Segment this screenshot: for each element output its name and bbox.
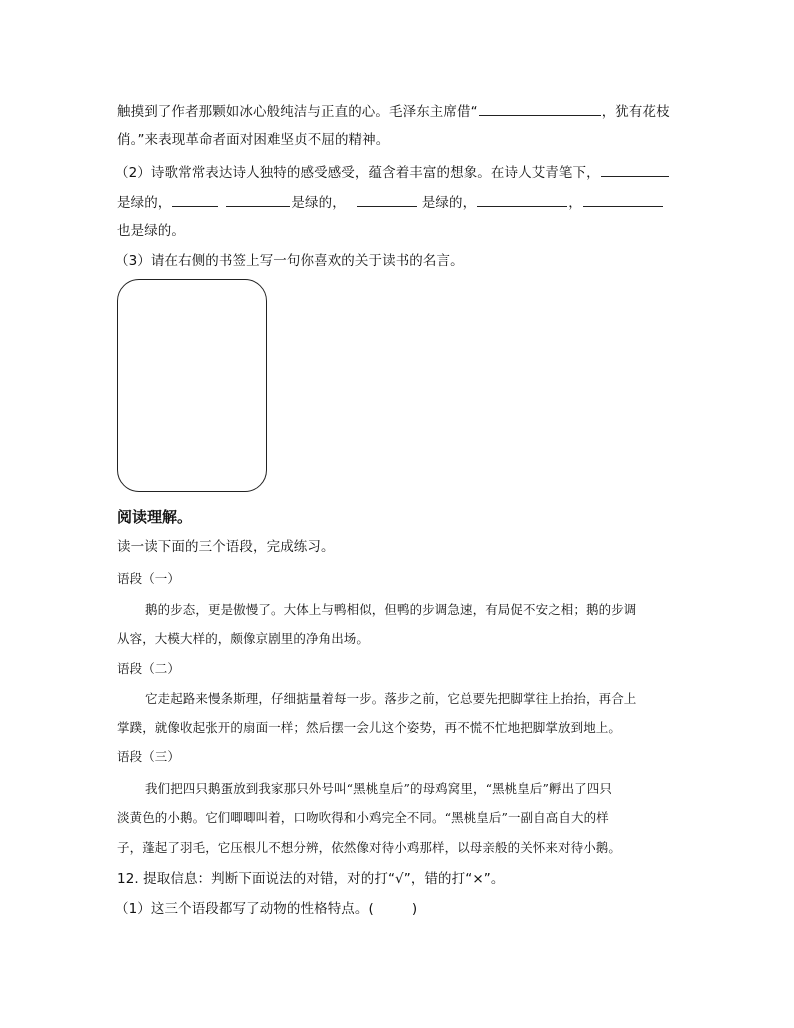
question-12-item-1 (115, 900, 417, 918)
segment-1-label: 语段（一） (117, 571, 181, 586)
question-text: 也是绿的。 (117, 223, 185, 239)
question-text: 是绿的， (291, 195, 346, 211)
poem-line-2 (117, 131, 389, 149)
answer-blank[interactable] (479, 101, 601, 116)
question-3 (115, 252, 464, 270)
answer-blank[interactable] (583, 192, 663, 207)
bookmark-box[interactable] (117, 279, 267, 492)
question-text: ， (568, 195, 582, 211)
question-2-line-3 (117, 222, 185, 240)
question-text: （3）请在右侧的书签上写一句你喜欢的关于读书的名言。 (115, 253, 464, 269)
question-2-line-2 (117, 192, 664, 212)
question-text: 是绿的， (117, 195, 172, 211)
segment-3-line-2: 淡黄色的小鹅。它们唧唧叫着，口吻吹得和小鸡完全不同。“黑桃皇后”一副自高自大的样 (117, 810, 609, 825)
answer-blank[interactable] (601, 162, 669, 177)
answer-blank[interactable] (477, 192, 567, 207)
poem-text: 俏。”来表现革命者面对困难坚贞不屈的精神。 (117, 132, 390, 148)
question-text: 是绿的， (421, 195, 477, 211)
reading-section-title: 阅读理解。 (117, 508, 193, 526)
segment-3-label: 语段（三） (117, 749, 181, 764)
question-text: ) (411, 901, 418, 917)
question-12-stem: 12. 提取信息：判断下面说法的对错，对的打“√”，错的打“×”。 (117, 871, 505, 887)
answer-blank[interactable] (357, 192, 417, 207)
poem-line-1 (117, 101, 670, 121)
segment-1-line-1: 鹅的步态，更是傲慢了。大体上与鸭相似，但鸭的步调急速，有局促不安之相；鹅的步调 (145, 602, 637, 617)
reading-intro: 读一读下面的三个语段，完成练习。 (117, 539, 335, 555)
answer-blank[interactable] (226, 192, 290, 207)
question-2-line-1 (115, 162, 670, 182)
poem-text: 触摸到了作者那颗如冰心般纯洁与正直的心。毛泽东主席借“ (117, 104, 478, 120)
question-text: （2）诗歌常常表达诗人独特的感受感受，蕴含着丰富的想象。在诗人艾青笔下， (115, 165, 600, 181)
segment-2-line-1: 它走起路来慢条斯理，仔细掂量着每一步。落步之前，它总要先把脚掌往上抬抬，再合上 (145, 691, 637, 706)
question-text: （1）这三个语段都写了动物的性格特点。( (115, 901, 374, 917)
segment-2-label: 语段（二） (117, 661, 181, 676)
segment-1-line-2: 从容，大模大样的，颇像京剧里的净角出场。 (117, 631, 370, 646)
poem-text: ，犹有花枝 (601, 104, 670, 120)
segment-2-line-2: 掌蹼，就像收起张开的扇面一样；然后摆一会儿这个姿势，再不慌不忙地把脚掌放到地上。 (117, 720, 622, 735)
segment-3-line-3: 子，蓬起了羽毛，它压根儿不想分辨，依然像对待小鸡那样，以母亲般的关怀来对待小鹅。 (117, 840, 622, 855)
answer-blank[interactable] (172, 192, 218, 207)
segment-3-line-1: 我们把四只鹅蛋放到我家那只外号叫“黑桃皇后”的母鸡窝里，“黑桃皇后”孵出了四只 (145, 781, 612, 796)
